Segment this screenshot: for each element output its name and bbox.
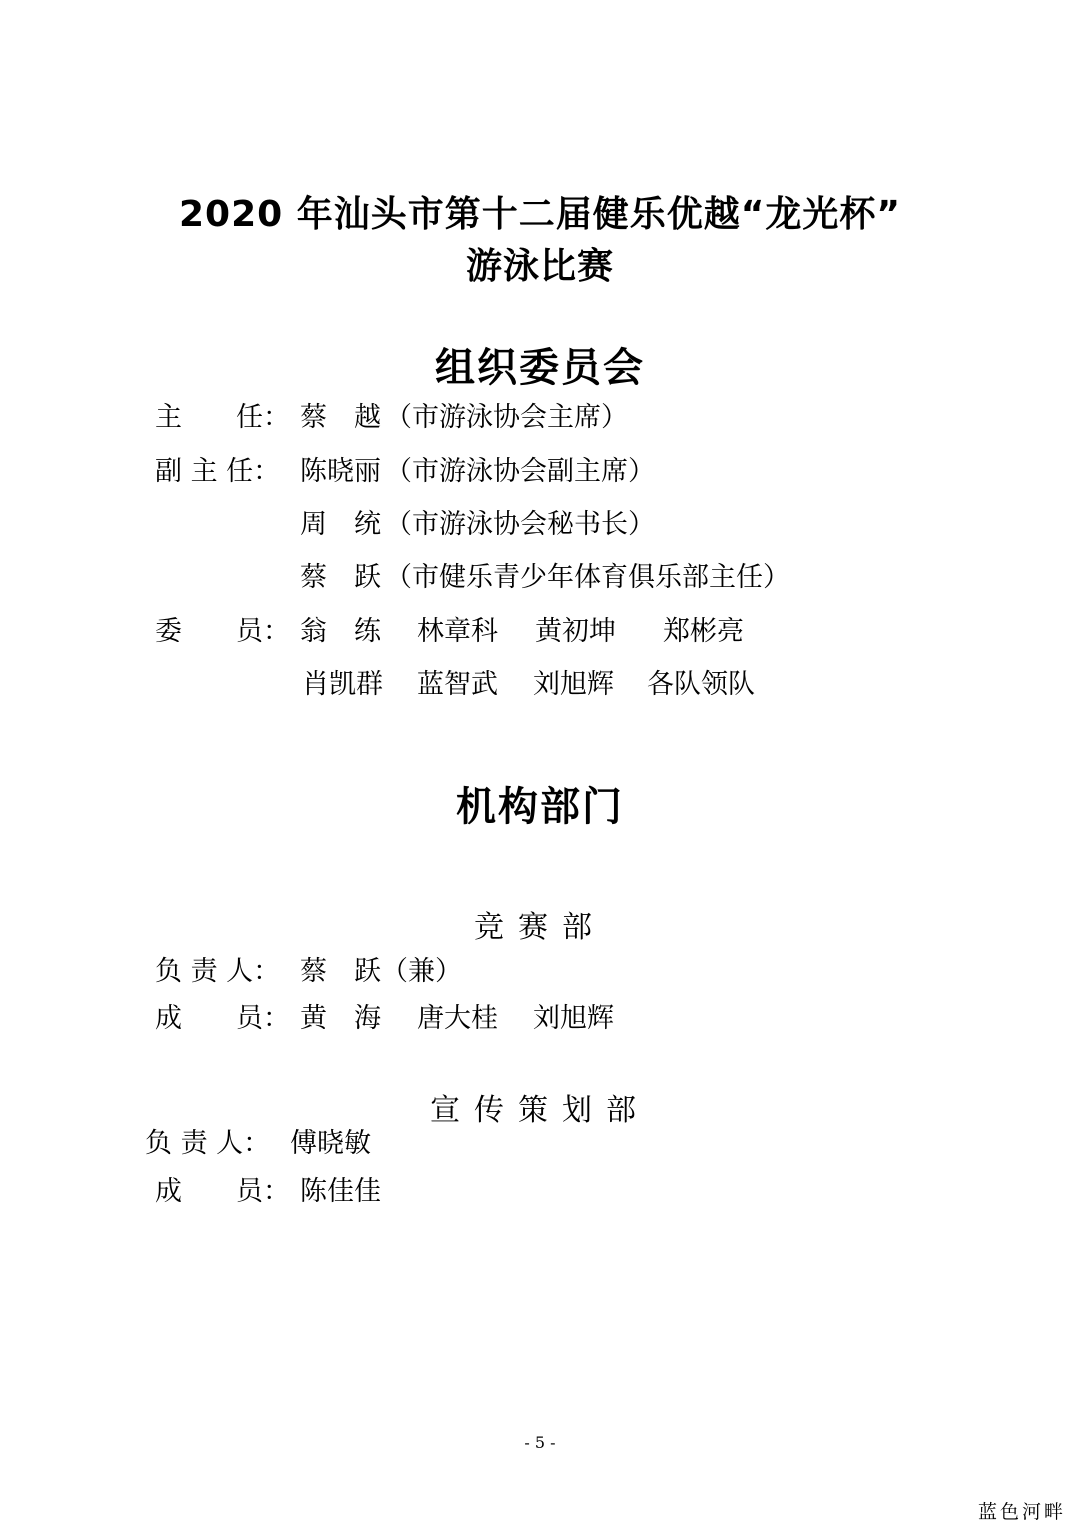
vice-chair-note: （市游泳协会秘书长） <box>385 509 655 540</box>
chair-note: （市游泳协会主席） <box>385 402 628 433</box>
member-name: 郑彬亮 <box>663 616 744 647</box>
committee-vice-chair-row-3 <box>155 558 955 598</box>
member-name: 唐大桂 <box>417 1003 498 1034</box>
vice-chair-name: 陈晓丽 <box>300 456 381 487</box>
committee-heading: 组织委员会 <box>435 345 645 391</box>
committee-vice-chair-row-1 <box>155 452 955 492</box>
leader-name: 蔡 跃（兼） <box>300 956 462 987</box>
member-name: 各队领队 <box>647 669 755 700</box>
competition-leader-row <box>155 952 955 992</box>
publicity-leader-row <box>145 1124 945 1164</box>
committee-vice-chair-row-2 <box>155 505 955 545</box>
member-name: 蓝智武 <box>417 669 498 700</box>
chair-label: 主 任： <box>155 402 290 433</box>
competition-members-row <box>155 999 955 1039</box>
member-name: 翁 练 <box>300 616 381 647</box>
vice-chair-note: （市游泳协会副主席） <box>385 456 655 487</box>
member-name: 刘旭辉 <box>533 669 614 700</box>
chair-name: 蔡 越 <box>300 402 381 433</box>
leader-name: 傅晓敏 <box>290 1128 371 1159</box>
page-number: - 5 - <box>524 1433 556 1452</box>
member-name: 林章科 <box>417 616 498 647</box>
document-title-line-1: 2020 年汕头市第十二届健乐优越“龙光杯” <box>178 194 902 235</box>
vice-chair-name: 蔡 跃 <box>300 562 381 593</box>
member-name: 黄初坤 <box>535 616 616 647</box>
members-label: 成 员： <box>155 1003 290 1034</box>
member-name: 刘旭辉 <box>533 1003 614 1034</box>
member-name: 陈佳佳 <box>300 1176 381 1207</box>
publicity-dept-heading: 宣传策划部 <box>430 1093 650 1128</box>
members-label: 成 员： <box>155 1176 290 1207</box>
vice-chair-note: （市健乐青少年体育俱乐部主任） <box>385 562 790 593</box>
leader-label: 负 责 人： <box>145 1128 271 1159</box>
committee-members-row-2 <box>155 665 955 705</box>
document-title-line-2: 游泳比赛 <box>465 246 614 287</box>
members-label: 委 员： <box>155 616 290 647</box>
member-name: 黄 海 <box>300 1003 381 1034</box>
member-name: 肖凯群 <box>302 669 383 700</box>
committee-chair-row <box>155 398 955 438</box>
leader-label: 负 责 人： <box>155 956 281 987</box>
committee-members-row-1 <box>155 612 955 652</box>
vice-chair-label: 副 主 任： <box>155 456 281 487</box>
departments-heading: 机构部门 <box>456 784 624 830</box>
watermark-text: 蓝色河畔 <box>977 1501 1066 1523</box>
publicity-members-row <box>155 1172 955 1212</box>
vice-chair-name: 周 统 <box>300 509 381 540</box>
competition-dept-heading: 竞赛部 <box>474 910 606 945</box>
